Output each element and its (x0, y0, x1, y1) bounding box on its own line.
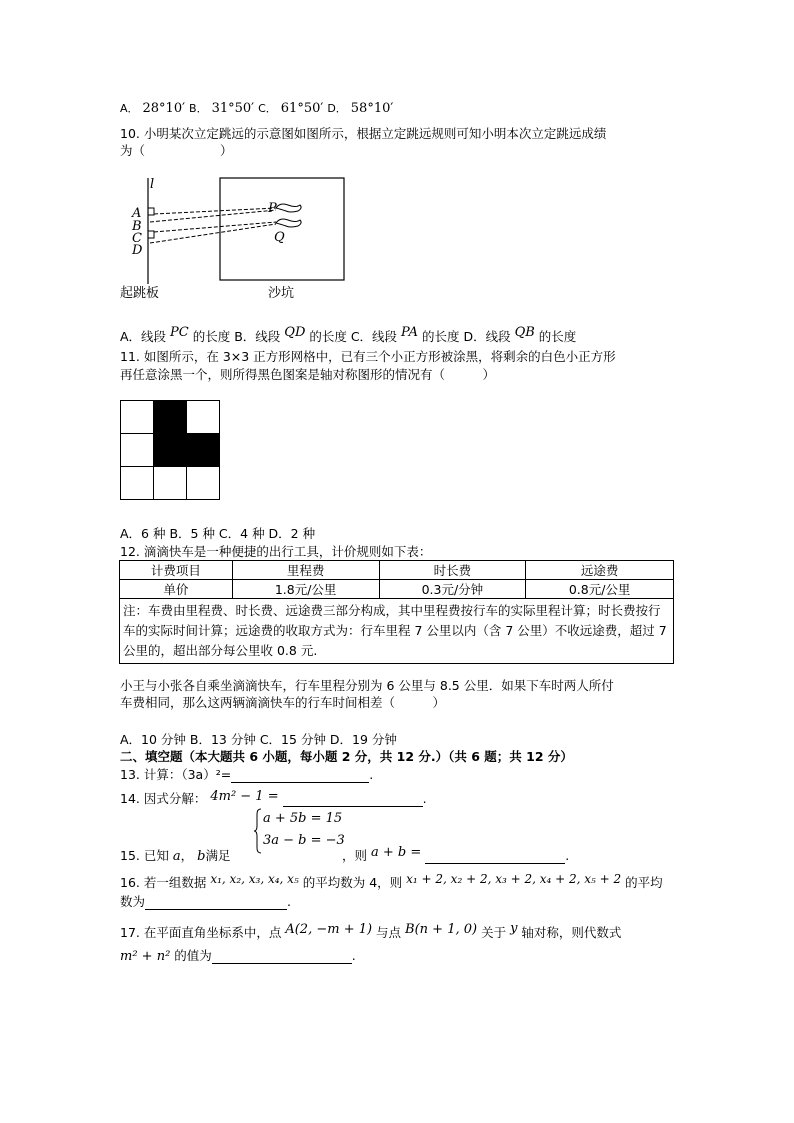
q16-line2-text: 数为 (120, 894, 146, 909)
q14 (120, 789, 427, 807)
q10-options (120, 327, 576, 345)
section-heading: 二、填空题（本大题共 6 小题，每小题 2 分，共 12 分.）（共 6 题；共 12 分） (120, 749, 573, 764)
q10-opt-a-var: PC (170, 325, 189, 340)
q17-point-b: B(n + 1, 0) (405, 922, 478, 937)
q15-pre-text: 15. 已知 (120, 848, 169, 863)
label-pit: 沙坑 (268, 286, 295, 301)
square-grid-3x3 (120, 400, 220, 500)
dash-BP (150, 210, 276, 222)
label-board: 起跳板 (120, 286, 160, 301)
q16-line2 (120, 892, 291, 910)
q9-opt-c: 61°50′ (280, 101, 324, 116)
header-cell: 计费项目 (120, 561, 233, 580)
label-Q: Q (274, 230, 285, 245)
header-cell: 远途费 (526, 561, 674, 580)
q16-data: x₁, x₂, x₃, x₄, x₅ (210, 872, 299, 886)
q16-data2: x₁ + 2, x₂ + 2, x₃ + 2, x₄ + 2, x₅ + 2 (406, 872, 622, 886)
q15-post (342, 846, 569, 864)
q13-answer-blank[interactable] (231, 768, 369, 783)
q10-opt-b-post: 的长度 C．线段 (309, 329, 398, 344)
q16-end: . (287, 894, 291, 909)
table-note-row (120, 599, 674, 664)
q16-line1 (120, 873, 663, 891)
dash-AP (154, 208, 276, 214)
q17-line2 (120, 946, 356, 964)
grid-cell-white (121, 467, 154, 500)
q15-pre (120, 846, 230, 864)
q17-end: . (351, 948, 356, 963)
q16-mid: 的平均数为 4，则 (302, 875, 403, 890)
landing-foot-Q (276, 219, 301, 227)
q10-opt-a-post: 的长度 B．线段 (192, 329, 281, 344)
table-cell: 1.8元/公里 (232, 580, 379, 599)
table-cell: 0.8元/公里 (526, 580, 674, 599)
header-cell: 时长费 (379, 561, 526, 580)
grid-cell-black (154, 434, 187, 467)
grid-cell-white (121, 434, 154, 467)
q12-text-line1: 小王与小张各自乘坐滴滴快车，行车里程分别为 6 公里与 8.5 公里．如果下车时两人所付 (120, 678, 614, 693)
q17-y: y (510, 921, 518, 936)
q17-line1 (120, 923, 621, 941)
q15-mid: 满足 (205, 848, 231, 863)
table-row (120, 580, 674, 599)
q17-pre: 17. 在平面直角坐标系中，点 (120, 925, 282, 940)
grid-cell-white (154, 467, 187, 500)
dash-DQ (150, 224, 276, 243)
q15-end: . (565, 848, 570, 863)
q17-post: 关于 (481, 925, 507, 940)
label-D: D (132, 243, 143, 258)
q9-opt-c-label: C． (258, 102, 277, 115)
label-B: B (132, 219, 142, 234)
grid-cell-white (187, 401, 220, 434)
grid-cell-white (121, 401, 154, 434)
q17-point-a: A(2, −m + 1) (285, 922, 373, 937)
pricing-table (119, 560, 674, 664)
q9-opt-a-label: A． (120, 102, 139, 115)
q13 (120, 765, 373, 783)
q17-expr: m² + n² (120, 949, 171, 964)
label-l: l (150, 177, 155, 192)
q17-line2-text: 的值为 (174, 948, 212, 963)
q13-text: 13. 计算：（3a）²= (120, 767, 232, 782)
q10-opt-d-var: QB (514, 325, 535, 340)
label-P: P (268, 201, 277, 216)
label-C: C (132, 231, 142, 246)
header-cell: 里程费 (232, 561, 379, 580)
q15-answer-blank[interactable] (425, 849, 565, 864)
q10-opt-a-pre: A．线段 (120, 329, 167, 344)
q16-answer-blank[interactable] (145, 895, 287, 910)
table-cell: 0.3元/分钟 (379, 580, 526, 599)
q17-post2: 轴对称，则代数式 (521, 925, 622, 940)
grid-cell-white (187, 467, 220, 500)
q13-end: . (369, 767, 374, 782)
q11-stem-line1: 11. 如图所示，在 3×3 正方形网格中，已有三个小正方形被涂黑，将剩余的白色小正方形 (120, 349, 616, 364)
landing-foot-P (276, 204, 301, 212)
long-jump-diagram (110, 170, 380, 310)
grid-cell-black (187, 434, 220, 467)
q9-opt-b-label: B． (189, 102, 208, 115)
q12-text-line2: 车费相同，那么这两辆滴滴快车的行车时间相差（ ） (120, 695, 446, 710)
q12-options: A．10 分钟 B．13 分钟 C．15 分钟 D．19 分钟 (120, 732, 397, 747)
q10-opt-c-post: 的长度 D．线段 (421, 329, 511, 344)
q10-opt-b-var: QD (284, 325, 306, 340)
q15-eq1: a + 5b = 15 (263, 811, 343, 826)
q16-pre: 16. 若一组数据 (120, 875, 207, 890)
q14-expr: 4m² − 1 = (210, 789, 279, 804)
q15-comma: ， (180, 848, 194, 863)
q15-expr: a + b = (371, 845, 422, 860)
foot-mark-C (148, 231, 154, 238)
q10-opt-c-var: PA (401, 325, 418, 340)
q14-end: . (422, 791, 427, 806)
table-cell: 单价 (120, 580, 233, 599)
sand-pit (220, 178, 344, 280)
q17-answer-blank[interactable] (212, 949, 352, 964)
system-brace (253, 808, 263, 854)
table-header-row (120, 561, 674, 580)
q17-mid: 与点 (376, 925, 402, 940)
q15-var-b: b (197, 849, 206, 864)
q14-text: 14. 因式分解： (120, 791, 207, 806)
q11-stem-line2: 再任意涂黑一个，则所得黑色图案是轴对称图形的情况有（ ） (120, 367, 496, 382)
q9-options (120, 100, 393, 116)
q10-stem-line1: 10. 小明某次立定跳远的示意图如图所示，根据立定跳远规则可知小明本次立定跳远成绩 (120, 126, 607, 141)
q10-opt-d-post: 的长度 (538, 329, 577, 344)
q15-var-a: a (172, 849, 181, 864)
table-note: 注：车费由里程费、时长费、远途费三部分构成，其中里程费按行车的实际里程计算；时长费按行车的实际时间计算；远途费的收取方式为：行车里程 7 公里以内（含 7 公里）不收远途费，超过 7 公里的，超出部分每公里收 0.8 元. (120, 599, 674, 664)
q16-post: 的平均 (625, 875, 663, 890)
foot-mark-A (148, 208, 154, 215)
grid-cell-black (154, 401, 187, 434)
q11-options: A．6 种 B．5 种 C．4 种 D．2 种 (120, 526, 316, 541)
q15-then: ，则 (342, 848, 368, 863)
q14-answer-blank[interactable] (283, 792, 423, 807)
q9-opt-a: 28°10′ (142, 101, 186, 116)
q15-eq2: 3a − b = −3 (263, 833, 345, 848)
q10-stem-line2: 为（ ） (120, 143, 233, 158)
label-A: A (132, 206, 142, 221)
q9-opt-d: 58°10′ (350, 101, 394, 116)
q9-opt-b: 31°50′ (211, 101, 255, 116)
q9-opt-d-label: D． (327, 102, 347, 115)
q12-stem: 12. 滴滴快车是一种便捷的出行工具，计价规则如下表： (120, 544, 432, 559)
